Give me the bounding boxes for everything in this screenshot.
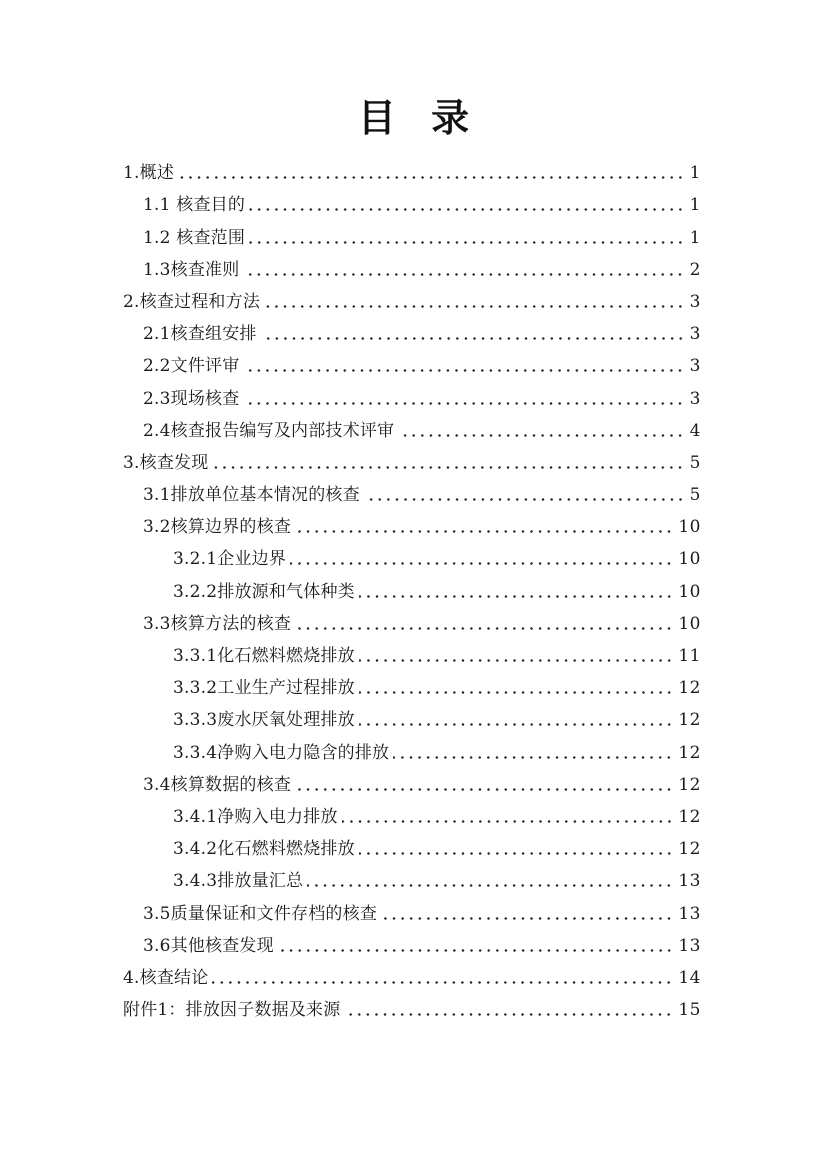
toc-entry-page: 10	[678, 613, 701, 634]
toc-leader-dots	[278, 949, 674, 952]
toc-entry-page: 13	[678, 871, 701, 892]
toc-entry[interactable]	[123, 639, 701, 671]
toc-entry-label: 3.3.1化石燃料燃烧排放	[173, 646, 355, 666]
toc-entry-page: 10	[678, 549, 701, 570]
toc-entry-page: 5	[689, 452, 701, 473]
toc-entry-page: 10	[678, 517, 701, 538]
toc-leader-dots	[359, 691, 674, 694]
toc-leader-dots	[264, 305, 685, 308]
toc-entry-label: 2.1核查组安排	[143, 324, 257, 345]
toc-leader-dots	[249, 208, 685, 211]
toc-entry-page: 10	[678, 581, 701, 602]
toc-leader-dots	[243, 402, 684, 405]
toc-entry[interactable]	[123, 381, 701, 413]
toc-leader-dots	[212, 466, 684, 469]
toc-list	[123, 156, 701, 1025]
toc-entry-label: 3.3.4净购入电力隐含的排放	[173, 742, 390, 763]
page-title: 目 录	[357, 95, 470, 140]
toc-entry-label: 3.4核算数据的核查	[143, 774, 292, 795]
toc-entry-label: 3.4.1净购入电力排放	[173, 806, 338, 827]
toc-leader-dots	[364, 498, 685, 501]
toc-leader-dots	[243, 369, 684, 372]
toc-entry-page: 3	[689, 324, 701, 345]
toc-entry[interactable]	[123, 671, 701, 703]
toc-entry-page: 14	[678, 967, 701, 988]
toc-entry-label: 3.核查发现	[123, 452, 209, 473]
toc-entry-label: 3.2.2排放源和气体种类	[173, 581, 355, 602]
toc-leader-dots	[212, 981, 673, 984]
toc-entry[interactable]	[123, 156, 701, 188]
toc-entry[interactable]	[123, 800, 701, 832]
toc-leader-dots	[381, 917, 673, 920]
toc-entry-page: 1	[689, 195, 701, 216]
toc-entry-page: 3	[689, 291, 701, 312]
toc-entry-label: 2.2文件评审	[143, 356, 240, 377]
toc-entry[interactable]	[123, 253, 701, 285]
toc-entry[interactable]	[123, 993, 701, 1025]
toc-entry-label: 1.3核查准则	[143, 259, 240, 280]
toc-entry-label: 3.2核算边界的核查	[143, 517, 292, 538]
toc-entry-page: 12	[678, 678, 701, 699]
toc-leader-dots	[307, 884, 673, 887]
toc-entry-page: 11	[678, 646, 701, 666]
toc-entry-page: 5	[689, 485, 701, 506]
toc-entry-label: 3.3.3废水厌氧处理排放	[173, 710, 355, 731]
toc-leader-dots	[393, 756, 673, 759]
toc-entry-label: 3.1排放单位基本情况的核查	[143, 485, 360, 506]
toc-entry[interactable]	[123, 703, 701, 735]
toc-entry-page: 12	[678, 710, 701, 731]
toc-leader-dots	[261, 337, 685, 340]
toc-leader-dots	[290, 562, 673, 565]
toc-entry-label: 2.核查过程和方法	[123, 291, 261, 312]
toc-leader-dots	[359, 723, 674, 726]
toc-leader-dots	[359, 659, 674, 662]
toc-leader-dots	[342, 820, 674, 823]
toc-leader-dots	[178, 176, 685, 179]
toc-entry-page: 3	[689, 388, 701, 409]
toc-leader-dots	[295, 788, 673, 791]
toc-entry-label: 4.核查结论	[123, 967, 209, 988]
toc-entry[interactable]	[123, 188, 701, 220]
toc-entry[interactable]	[123, 607, 701, 639]
toc-entry-page: 1	[689, 163, 701, 184]
toc-entry-label: 3.3核算方法的核查	[143, 613, 292, 634]
toc-entry-page: 12	[678, 806, 701, 827]
toc-entry[interactable]	[123, 574, 701, 606]
toc-entry[interactable]	[123, 349, 701, 381]
toc-entry[interactable]	[123, 317, 701, 349]
toc-entry[interactable]	[123, 929, 701, 961]
toc-entry[interactable]	[123, 961, 701, 993]
toc-leader-dots	[243, 273, 684, 276]
toc-entry-page: 12	[678, 742, 701, 763]
toc-entry-label: 3.6其他核查发现	[143, 935, 274, 956]
toc-leader-dots	[295, 530, 673, 533]
toc-entry[interactable]	[123, 446, 701, 478]
toc-leader-dots	[398, 434, 684, 437]
toc-entry[interactable]	[123, 896, 701, 928]
toc-entry-label: 3.4.2化石燃料燃烧排放	[173, 839, 355, 860]
toc-entry[interactable]	[123, 285, 701, 317]
toc-entry-label: 3.2.1企业边界	[173, 549, 287, 570]
toc-entry-page: 13	[678, 903, 701, 924]
toc-entry-page: 12	[678, 839, 701, 860]
toc-entry-page: 1	[689, 227, 701, 248]
toc-entry[interactable]	[123, 542, 701, 574]
toc-entry-page: 15	[678, 1000, 701, 1021]
toc-entry[interactable]	[123, 768, 701, 800]
toc-entry[interactable]	[123, 832, 701, 864]
toc-entry[interactable]	[123, 735, 701, 767]
toc-entry[interactable]	[123, 510, 701, 542]
toc-leader-dots	[359, 595, 674, 598]
toc-entry[interactable]	[123, 864, 701, 896]
toc-entry-label: 2.3现场核查	[143, 388, 240, 409]
toc-entry-label: 1.2 核查范围	[143, 227, 246, 248]
toc-entry[interactable]	[123, 478, 701, 510]
toc-entry-label: 附件1：排放因子数据及来源	[123, 1000, 341, 1021]
toc-entry-page: 3	[689, 356, 701, 377]
toc-entry-label: 3.5质量保证和文件存档的核查	[143, 903, 378, 924]
toc-entry-page: 12	[678, 774, 701, 795]
toc-entry-page: 2	[689, 259, 701, 280]
toc-entry-label: 2.4核查报告编写及内部技术评审	[143, 420, 395, 441]
toc-entry[interactable]	[123, 220, 701, 252]
toc-entry-page: 13	[678, 935, 701, 956]
toc-leader-dots	[344, 1013, 673, 1016]
toc-leader-dots	[249, 241, 685, 244]
toc-leader-dots	[295, 627, 673, 630]
toc-entry-label: 1.1 核查目的	[143, 195, 246, 216]
toc-entry-label: 3.4.3排放量汇总	[173, 871, 304, 892]
toc-entry[interactable]	[123, 414, 701, 446]
toc-leader-dots	[359, 852, 674, 855]
toc-entry-page: 4	[689, 420, 701, 441]
toc-entry-label: 1.概述	[123, 163, 175, 184]
toc-entry-label: 3.3.2工业生产过程排放	[173, 678, 355, 699]
